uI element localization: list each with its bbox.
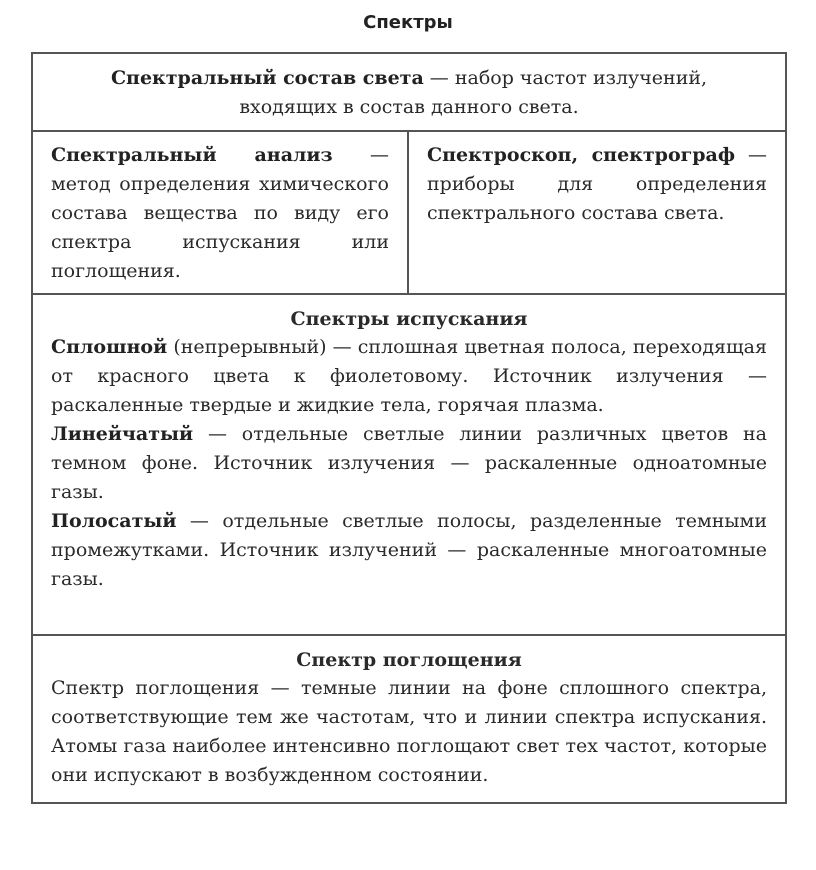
definition-text: — набор частот излучений, входящих в состав данного света. — [239, 67, 708, 118]
spectral-composition-cell — [33, 54, 785, 131]
spectral-analysis-definition — [51, 141, 389, 286]
term: Линейчатый — [51, 423, 194, 445]
definition-text: (непрерывный) — сплошная цветная полоса, переходящая от красного цвета к фиолетовому. Источник излучения — раскаленные твердые и жидкие тела, горячая плазма. — [51, 336, 767, 416]
analysis-instruments-row — [33, 132, 785, 295]
spectral-composition-definition — [69, 64, 749, 122]
emission-spectra-cell — [33, 295, 785, 603]
band-spectrum — [51, 507, 767, 594]
emission-heading: Спектры испускания — [290, 308, 528, 330]
absorption-heading: Спектр поглощения — [296, 649, 522, 671]
spectroscope-definition — [427, 141, 767, 228]
absorption-spectrum-row — [33, 636, 785, 802]
term: Спектральный состав света — [110, 67, 424, 89]
spectroscope-cell — [409, 132, 785, 293]
line-spectrum — [51, 420, 767, 507]
absorption-definition: Спектр поглощения — темные линии на фоне сплошного спектра, соответствующие тем же частотам, что и линии спектра испускания. Атомы газа наиболее интенсивно поглощают свет тех частот, которые они испускают в возбужденном состоянии. — [51, 677, 767, 786]
term: Спектральный анализ — [51, 144, 333, 166]
page-title: Спектры — [363, 12, 453, 33]
spectral-composition-row — [33, 54, 785, 132]
spectral-analysis-cell — [33, 132, 409, 293]
term: Спектроскоп, спектрограф — [427, 144, 736, 166]
term: Сплошной — [51, 336, 168, 358]
absorption-spectrum-cell — [33, 636, 785, 802]
definition-text: — приборы для определения спектрального состава света. — [427, 144, 768, 224]
definition-text: — отдельные светлые линии различных цветов на темном фоне. Источник излучения — раскаленные одноатомные газы. — [51, 423, 767, 503]
emission-spectra-row — [33, 295, 785, 636]
continuous-spectrum — [51, 333, 767, 420]
definition-text: — отдельные светлые полосы, разделенные темными промежутками. Источник излучений — раскаленные многоатомные газы. — [51, 510, 767, 590]
term: Полосатый — [51, 510, 177, 532]
spectra-table — [31, 52, 787, 804]
definition-text: — метод определения химического состава вещества по виду его спектра испускания или поглощения. — [51, 144, 389, 282]
